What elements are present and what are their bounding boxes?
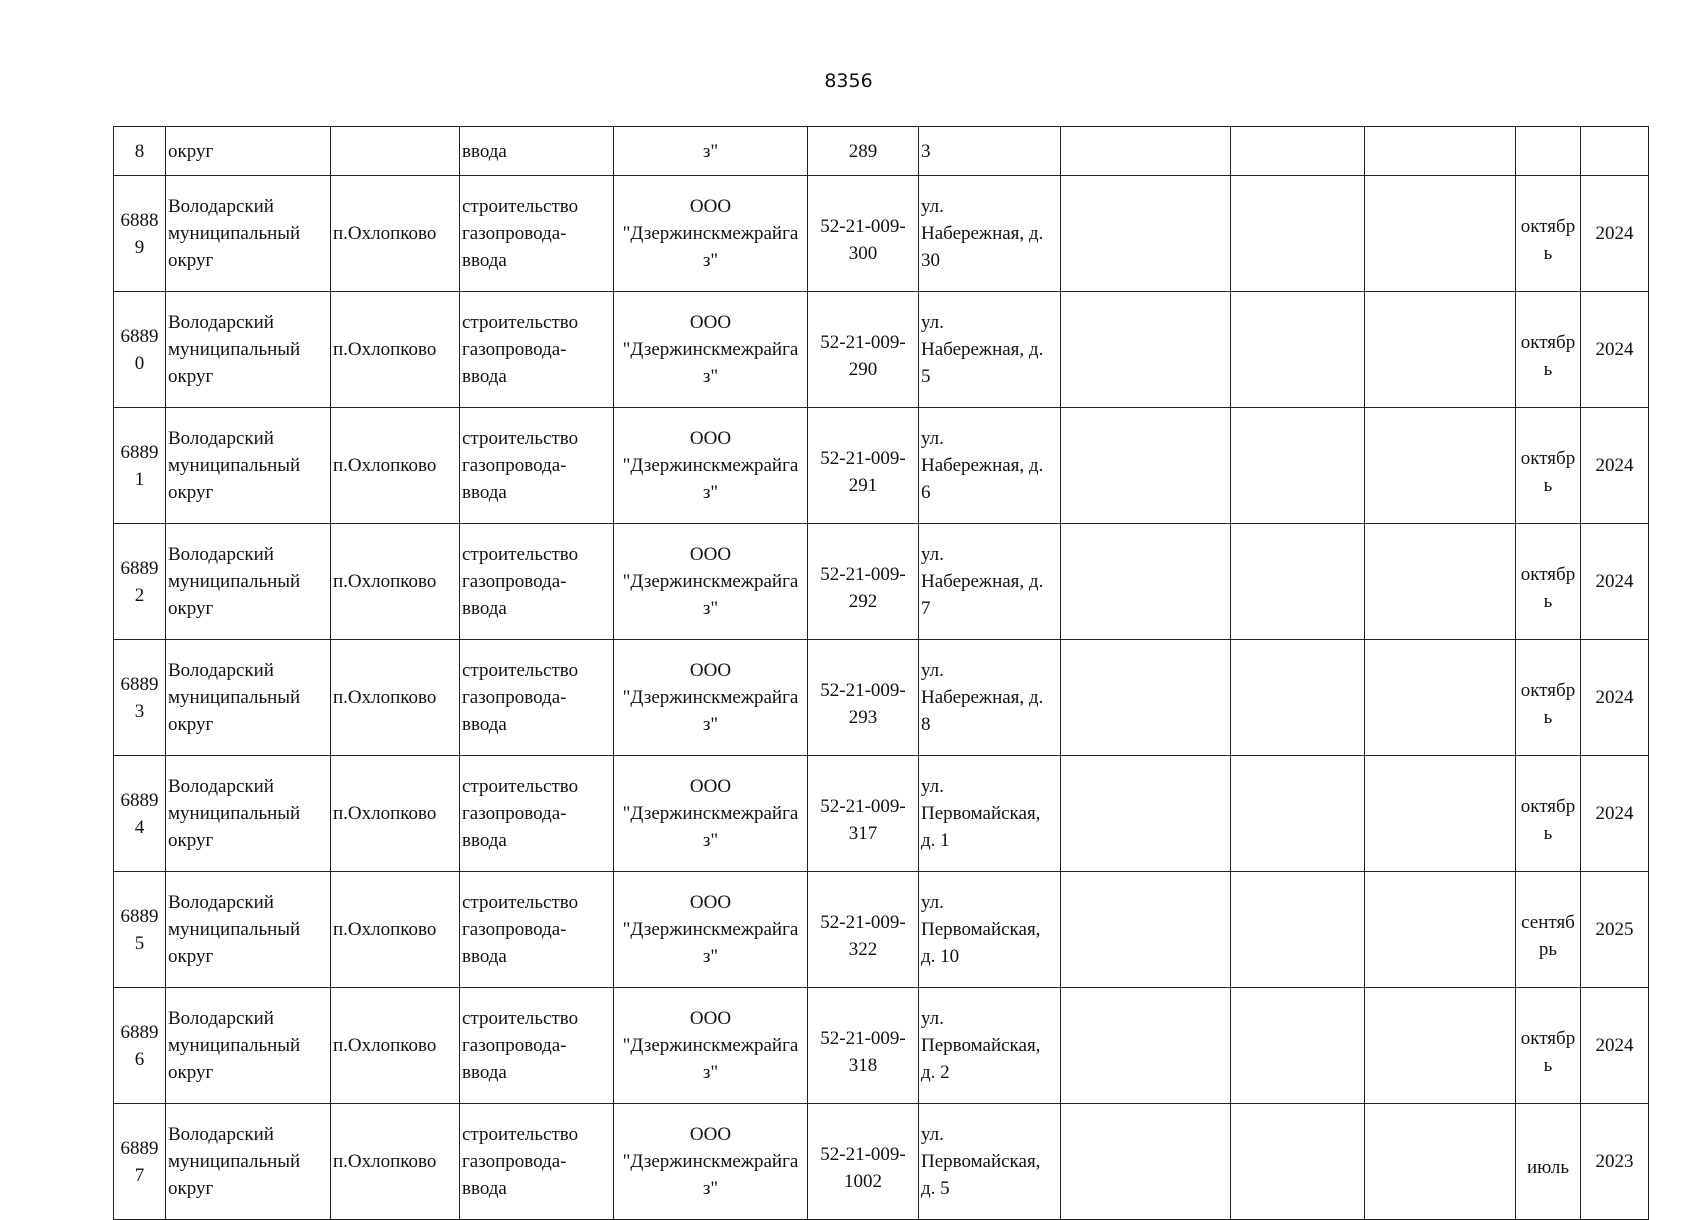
cell-empty [1231,988,1365,1104]
cell-month [1516,292,1581,408]
cell-year [1581,756,1649,872]
cell-organization-text: ООО "Дзержинскмежрайга з" [622,196,799,271]
cell-organization-text: ООО "Дзержинскмежрайга з" [622,1124,799,1199]
cell-district-text: Володарский муниципальный округ [168,1008,301,1083]
cell-address-text: ул. Набережная, д. 30 [921,196,1044,271]
cell-district-text: Володарский муниципальный округ [168,196,301,271]
cell-empty [1365,408,1516,524]
cell-year [1581,1104,1649,1220]
cell-address-text: ул. Набережная, д. 6 [921,428,1044,503]
cell-number-text: 6888 9 [120,209,159,258]
cell-empty [1231,176,1365,292]
cell-work-type-text: строительство газопровода- ввода [462,428,579,503]
cell-empty [1061,756,1231,872]
cell-district [166,988,331,1104]
cell-work-type [460,640,614,756]
cell-year-text: 2024 [1595,803,1634,824]
cell-work-type-text: строительство газопровода- ввода [462,196,579,271]
cell-organization-text: ООО "Дзержинскмежрайга з" [622,312,799,387]
cell-address-text: ул. Первомайская, д. 10 [921,892,1041,967]
cell-work-type [460,408,614,524]
cell-number-text: 6889 2 [120,557,159,606]
cell-empty [1231,756,1365,872]
table-row [114,292,1649,408]
cell-code [808,524,919,640]
cell-month-text: октябр ь [1520,563,1576,612]
cell-place [331,524,460,640]
cell-empty [1365,292,1516,408]
cell-year-text: 2024 [1595,571,1634,592]
cell-empty [1365,640,1516,756]
cell-month [1516,127,1581,176]
cell-organization [614,756,808,872]
cell-organization [614,292,808,408]
cell-organization [614,408,808,524]
cell-work-type-text: строительство газопровода- ввода [462,1008,579,1083]
cell-empty [1061,292,1231,408]
cell-empty [1365,1104,1516,1220]
cell-number-text: 6889 4 [120,789,159,838]
cell-place-text: п.Охлопково [333,571,437,592]
cell-address-text: ул. Первомайская, д. 5 [921,1124,1041,1199]
cell-code-text: 52-21-009- 292 [820,563,906,612]
cell-year-text: 2024 [1595,687,1634,708]
cell-work-type-text: строительство газопровода- ввода [462,660,579,735]
cell-district-text: Володарский муниципальный округ [168,776,301,851]
cell-year-text: 2024 [1595,223,1634,244]
cell-district-text: Володарский муниципальный округ [168,312,301,387]
cell-work-type-text: строительство газопровода- ввода [462,892,579,967]
cell-work-type [460,292,614,408]
cell-empty [1061,872,1231,988]
cell-district [166,176,331,292]
cell-address [919,872,1061,988]
cell-number: 8 [114,127,166,176]
cell-organization [614,988,808,1104]
cell-year [1581,640,1649,756]
cell-empty [1365,127,1516,176]
cell-address-text: ул. Набережная, д. 7 [921,544,1044,619]
cell-code [808,292,919,408]
cell-year-text: 2024 [1595,339,1634,360]
table-row [114,1104,1649,1220]
cell-place [331,176,460,292]
cell-number-text: 6889 1 [120,441,159,490]
cell-empty [1061,408,1231,524]
cell-month [1516,756,1581,872]
cell-district [166,872,331,988]
cell-empty [1231,1104,1365,1220]
cell-organization-text: ООО "Дзержинскмежрайга з" [622,660,799,735]
cell-code-text: 52-21-009- 1002 [820,1143,906,1192]
cell-empty [1365,176,1516,292]
cell-number [114,1104,166,1220]
cell-empty [1061,640,1231,756]
cell-number-text: 6889 0 [120,325,159,374]
cell-address [919,640,1061,756]
table-row [114,127,1649,176]
cell-place [331,988,460,1104]
cell-empty [1061,1104,1231,1220]
cell-district-text: Володарский муниципальный округ [168,660,301,735]
cell-code-text: 52-21-009- 318 [820,1027,906,1076]
cell-code-text: 52-21-009- 291 [820,447,906,496]
cell-number [114,524,166,640]
cell-place [331,640,460,756]
cell-empty [1365,756,1516,872]
cell-address: 3 [919,127,1061,176]
cell-code-text: 52-21-009- 293 [820,679,906,728]
cell-work-type [460,872,614,988]
table-row [114,640,1649,756]
cell-work-type-text: строительство газопровода- ввода [462,312,579,387]
cell-year-text: 2025 [1595,919,1634,940]
cell-address-text: ул. Первомайская, д. 2 [921,1008,1041,1083]
cell-empty [1231,127,1365,176]
page-number: 8356 [824,70,873,92]
table-row [114,756,1649,872]
cell-place-text: п.Охлопково [333,339,437,360]
cell-address [919,524,1061,640]
cell-organization-text: ООО "Дзержинскмежрайга з" [622,428,799,503]
cell-address-text: ул. Первомайская, д. 1 [921,776,1041,851]
cell-place-text: п.Охлопково [333,919,437,940]
table-row [114,988,1649,1104]
cell-year [1581,292,1649,408]
cell-address [919,408,1061,524]
cell-number-text: 6889 6 [120,1021,159,1070]
cell-empty [1231,524,1365,640]
cell-code [808,988,919,1104]
cell-empty [1061,988,1231,1104]
cell-place-text: п.Охлопково [333,1151,437,1172]
cell-month [1516,524,1581,640]
cell-month-text: октябр ь [1520,447,1576,496]
cell-code [808,756,919,872]
cell-empty [1231,292,1365,408]
cell-month-text: октябр ь [1520,331,1576,380]
cell-number [114,756,166,872]
cell-organization-text: ООО "Дзержинскмежрайга з" [622,892,799,967]
cell-code [808,408,919,524]
cell-empty [1365,872,1516,988]
cell-empty [1231,872,1365,988]
cell-month-text: октябр ь [1520,795,1576,844]
cell-organization [614,176,808,292]
cell-year [1581,408,1649,524]
cell-address [919,1104,1061,1220]
cell-number [114,872,166,988]
cell-organization [614,872,808,988]
cell-number-text: 6889 3 [120,673,159,722]
cell-address [919,176,1061,292]
cell-month [1516,176,1581,292]
cell-district-text: Володарский муниципальный округ [168,892,301,967]
registry-table [113,126,1649,1220]
cell-empty [1061,524,1231,640]
table-row [114,176,1649,292]
cell-work-type-text: строительство газопровода- ввода [462,776,579,851]
cell-organization-text: ООО "Дзержинскмежрайга з" [622,776,799,851]
cell-address [919,756,1061,872]
cell-code-text: 52-21-009- 322 [820,911,906,960]
cell-address-text: ул. Набережная, д. 5 [921,312,1044,387]
cell-month [1516,640,1581,756]
cell-work-type [460,988,614,1104]
cell-place-text: п.Охлопково [333,687,437,708]
cell-organization [614,640,808,756]
cell-code-text: 52-21-009- 290 [820,331,906,380]
cell-organization: з" [614,127,808,176]
cell-place [331,1104,460,1220]
table-row [114,872,1649,988]
cell-month-text: октябр ь [1520,215,1576,264]
cell-district-text: Володарский муниципальный округ [168,428,301,503]
cell-number [114,988,166,1104]
cell-month-text: сентяб рь [1521,911,1575,960]
cell-year [1581,988,1649,1104]
cell-place [331,292,460,408]
cell-work-type [460,1104,614,1220]
cell-district [166,1104,331,1220]
cell-place [331,756,460,872]
cell-month [1516,872,1581,988]
cell-number [114,176,166,292]
cell-code-text: 52-21-009- 317 [820,795,906,844]
cell-code [808,872,919,988]
cell-code: 289 [808,127,919,176]
cell-code [808,1104,919,1220]
cell-number [114,640,166,756]
cell-empty [1061,176,1231,292]
cell-organization [614,1104,808,1220]
cell-year [1581,524,1649,640]
cell-year-text: 2023 [1595,1151,1634,1172]
cell-work-type-text: строительство газопровода- ввода [462,544,579,619]
cell-month [1516,408,1581,524]
cell-month [1516,1104,1581,1220]
cell-year [1581,176,1649,292]
cell-district-text: Володарский муниципальный округ [168,544,301,619]
cell-work-type: ввода [460,127,614,176]
cell-district: округ [166,127,331,176]
cell-number [114,408,166,524]
cell-place-text: п.Охлопково [333,455,437,476]
cell-district [166,292,331,408]
cell-code-text: 52-21-009- 300 [820,215,906,264]
cell-number [114,292,166,408]
cell-district [166,756,331,872]
cell-address-text: ул. Набережная, д. 8 [921,660,1044,735]
cell-empty [1231,640,1365,756]
cell-empty [1231,408,1365,524]
cell-organization-text: ООО "Дзержинскмежрайга з" [622,1008,799,1083]
cell-organization-text: ООО "Дзержинскмежрайга з" [622,544,799,619]
cell-month-text: июль [1526,1157,1570,1178]
cell-district-text: Володарский муниципальный округ [168,1124,301,1199]
cell-address [919,292,1061,408]
cell-district [166,640,331,756]
cell-place-text: п.Охлопково [333,1035,437,1056]
cell-place-text: п.Охлопково [333,223,437,244]
cell-work-type [460,176,614,292]
table-row [114,408,1649,524]
cell-place [331,872,460,988]
cell-year-text: 2024 [1595,455,1634,476]
cell-organization [614,524,808,640]
cell-district [166,524,331,640]
cell-district [166,408,331,524]
cell-year-text: 2024 [1595,1035,1634,1056]
cell-empty [1365,988,1516,1104]
cell-place-text: п.Охлопково [333,803,437,824]
cell-empty [1365,524,1516,640]
cell-code [808,640,919,756]
cell-place [331,127,460,176]
cell-number-text: 6889 5 [120,905,159,954]
table-row [114,524,1649,640]
cell-code [808,176,919,292]
cell-month [1516,988,1581,1104]
cell-month-text: октябр ь [1520,1027,1576,1076]
cell-place [331,408,460,524]
cell-work-type [460,524,614,640]
cell-address [919,988,1061,1104]
cell-year [1581,872,1649,988]
cell-month-text: октябр ь [1520,679,1576,728]
cell-work-type [460,756,614,872]
cell-number-text: 6889 7 [120,1137,159,1186]
cell-empty [1061,127,1231,176]
cell-year [1581,127,1649,176]
cell-work-type-text: строительство газопровода- ввода [462,1124,579,1199]
